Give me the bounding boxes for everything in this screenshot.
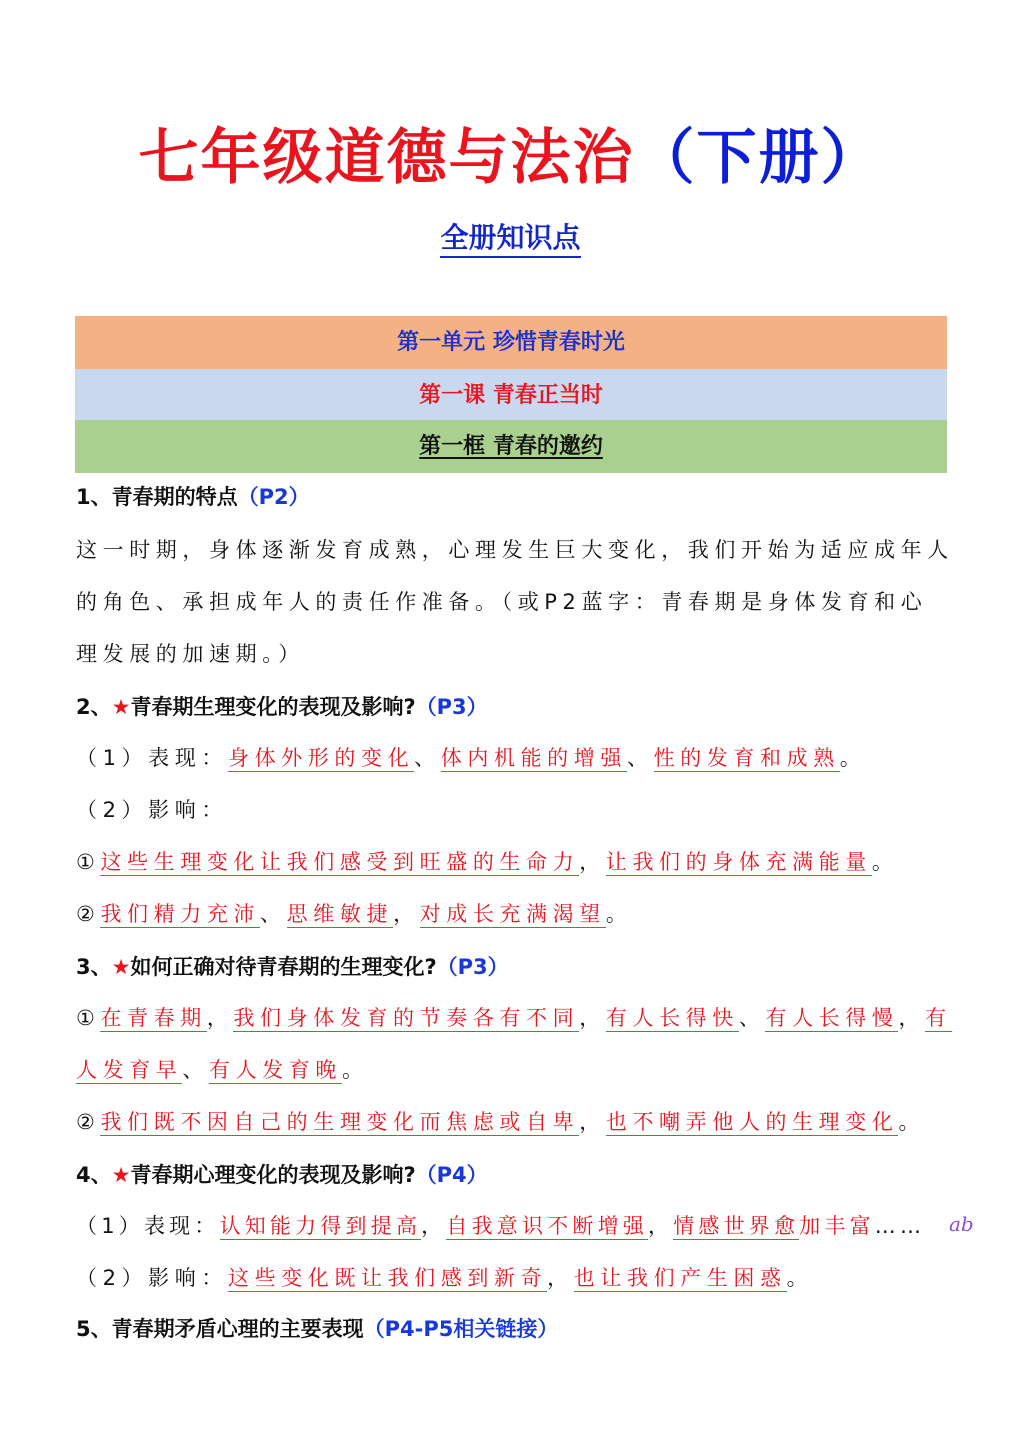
punct: 、 [738, 1006, 766, 1030]
key-phrase: 情感世界愈 [673, 1214, 800, 1238]
page-ref: （P3） [436, 955, 509, 979]
section-3-point-2 [76, 1107, 956, 1137]
heading-number: 3、 [76, 955, 112, 979]
punct: 、 [260, 902, 287, 926]
unit-title: 第一单元 珍惜青春时光 [397, 330, 625, 355]
heading-text: 青春期心理变化的表现及影响? [130, 1163, 416, 1187]
subtitle-text: 全册知识点 [440, 221, 580, 258]
section-2-heading [76, 692, 956, 722]
punct: 。 [605, 902, 633, 926]
heading-number: 2、 [76, 695, 112, 719]
key-phrase: 有 [925, 1006, 952, 1030]
key-phrase: 认知能力得到提高 [219, 1214, 422, 1238]
punct: 、 [626, 746, 654, 770]
key-phrase: 我们身体发育的节奏各有不同 [233, 1006, 580, 1030]
key-phrase: 性的发育和成熟 [653, 746, 840, 770]
lesson-band [75, 369, 947, 422]
star-icon: ★ [111, 955, 131, 979]
section-3-heading [76, 952, 956, 982]
page-ref: （P2） [237, 485, 310, 509]
key-phrase: 我们既不因自己的生理变化而焦虑或自卑 [100, 1110, 580, 1134]
punct: ， [393, 902, 420, 926]
heading-text: 青春期生理变化的表现及影响? [130, 695, 416, 719]
section-1-line-3: 理发展的加速期。） [76, 642, 305, 666]
section-1-line-2: 的角色、承担成年人的责任作准备。（或P2蓝字：青春期是身体发育和心 [76, 590, 928, 614]
section-1-heading [76, 482, 956, 512]
key-phrase: 思维敏捷 [286, 902, 394, 926]
item-marker: ② [76, 902, 101, 926]
key-phrase: 让我们的身体充满能量 [605, 850, 872, 874]
unit-band [75, 316, 947, 369]
punct: ， [579, 1110, 606, 1134]
key-phrase: 我们精力充沛 [100, 902, 261, 926]
punct: 。 [786, 1266, 814, 1290]
punct: ， [547, 1266, 574, 1290]
section-1-line-1: 这一时期，身体逐渐发育成熟，心理发生巨大变化，我们开始为适应成年人 [76, 538, 954, 562]
red-text: 加丰富 [799, 1214, 875, 1238]
title-volume: （下册） [634, 123, 883, 193]
key-phrase: 这些变化既让我们感到新奇 [227, 1266, 548, 1290]
punct: 。 [898, 1110, 926, 1134]
star-icon: ★ [111, 695, 131, 719]
section-4-manifestation [76, 1211, 956, 1241]
key-phrase: 人发育早 [76, 1058, 183, 1082]
section-2-influence-label: （2）影响： [76, 798, 228, 822]
section-4-influence [76, 1263, 956, 1293]
section-2-influence-2 [76, 899, 956, 929]
punct: ， [579, 850, 606, 874]
page-subtitle [0, 218, 1021, 258]
item-marker: ① [76, 1006, 101, 1030]
item-label: （1）表现： [76, 746, 228, 770]
key-phrase: 在青春期 [100, 1006, 207, 1030]
punct: 。 [871, 850, 899, 874]
section-2-influence-1 [76, 847, 956, 877]
item-label: （1）表现： [76, 1214, 220, 1238]
section-4-heading [76, 1160, 956, 1190]
key-phrase: 这些生理变化让我们感受到旺盛的生命力 [100, 850, 580, 874]
section-2-manifestation [76, 743, 956, 773]
punct: ， [898, 1006, 926, 1030]
punct: ， [206, 1006, 234, 1030]
section-3-point-1-line-2 [76, 1055, 956, 1085]
key-phrase: 有人长得慢 [765, 1006, 899, 1030]
title-main: 七年级道德与法治 [138, 123, 635, 193]
key-phrase: 也不嘲弄他人的生理变化 [605, 1110, 899, 1134]
key-phrase: 对成长充满渴望 [419, 902, 606, 926]
lesson-title: 第一课 青春正当时 [419, 383, 603, 408]
punct: 。 [342, 1058, 369, 1082]
page-ref: （P4） [415, 1163, 488, 1187]
punct: ， [647, 1214, 674, 1238]
handwritten-mark: ab [949, 1212, 974, 1236]
key-phrase: 身体外形的变化 [227, 746, 415, 770]
heading-text: 1、青春期的特点 [76, 485, 238, 509]
heading-text: 如何正确对待青春期的生理变化? [130, 955, 437, 979]
key-phrase: 也让我们产生困惑 [573, 1266, 787, 1290]
frame-band [75, 420, 947, 473]
frame-title: 第一框 青春的邀约 [419, 434, 603, 459]
punct: ， [421, 1214, 447, 1238]
page-title [0, 118, 1021, 198]
punct: 。 [839, 746, 867, 770]
page-ref: （P4-P5相关链接） [363, 1317, 559, 1341]
heading-number: 4、 [76, 1163, 112, 1187]
key-phrase: 体内机能的增强 [440, 746, 627, 770]
punct: 、 [414, 746, 441, 770]
page-ref: （P3） [415, 695, 488, 719]
key-phrase: 有人长得快 [605, 1006, 739, 1030]
ellipsis: …… [874, 1214, 926, 1238]
heading-text: 5、青春期矛盾心理的主要表现 [76, 1317, 364, 1341]
item-marker: ② [76, 1110, 101, 1134]
key-phrase: 自我意识不断增强 [446, 1214, 648, 1238]
section-5-heading [76, 1314, 956, 1344]
punct: ， [579, 1006, 606, 1030]
item-marker: ① [76, 850, 101, 874]
punct: 、 [182, 1058, 210, 1082]
item-label: （2）影响： [76, 1266, 228, 1290]
section-3-point-1-line-1 [76, 1003, 956, 1033]
star-icon: ★ [111, 1163, 131, 1187]
key-phrase: 有人发育晚 [209, 1058, 343, 1082]
